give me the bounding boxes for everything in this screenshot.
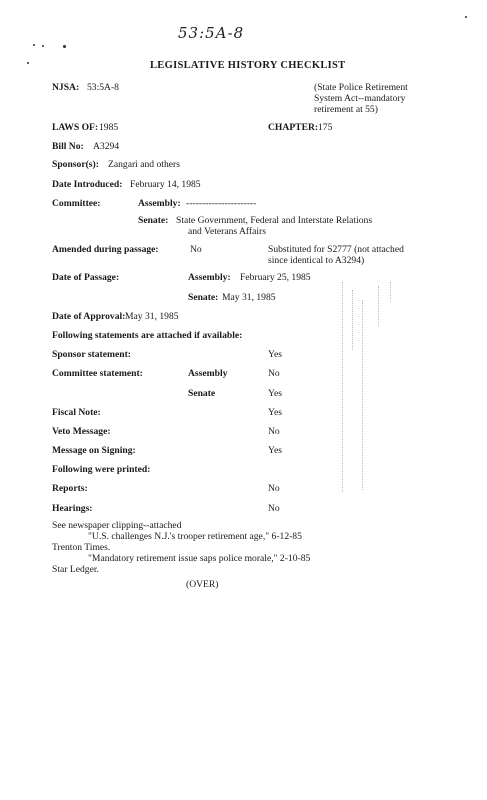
reports-value: No [268, 483, 280, 494]
sponsor-statement-label: Sponsor statement: [52, 349, 131, 360]
passage-assembly-value: February 25, 1985 [240, 272, 311, 283]
printed-heading: Following were printed: [52, 464, 151, 475]
over-note: (OVER) [186, 579, 219, 590]
date-introduced-label: Date Introduced: [52, 179, 123, 190]
page-title: LEGISLATIVE HISTORY CHECKLIST [150, 60, 346, 71]
committee-senate-value-1: State Government, Federal and Interstate Relations [176, 215, 373, 226]
date-introduced-value: February 14, 1985 [130, 179, 201, 190]
committee-assembly-value: ---------------------- [186, 198, 257, 209]
statements-heading: Following statements are attached if available: [52, 330, 243, 341]
passage-label: Date of Passage: [52, 272, 120, 283]
hearings-value: No [268, 503, 280, 514]
approval-value: May 31, 1985 [125, 311, 179, 322]
bleed-through-noise [390, 282, 391, 302]
bleed-through-noise [362, 300, 363, 490]
clippings-intro: See newspaper clipping--attached [52, 520, 182, 531]
message-on-signing-label: Message on Signing: [52, 445, 136, 456]
bill-no-value: A3294 [93, 141, 120, 152]
chapter-label: CHAPTER: [268, 122, 319, 133]
passage-senate-value: May 31, 1985 [222, 292, 276, 303]
fiscal-note-value: Yes [268, 407, 282, 418]
amended-label: Amended during passage: [52, 244, 159, 255]
sponsor-statement-value: Yes [268, 349, 282, 360]
approval-label: Date of Approval: [52, 311, 126, 322]
clipping-1-source: Trenton Times. [52, 542, 111, 553]
bleed-through-noise [342, 282, 343, 492]
njsa-value: 53:5A-8 [87, 82, 119, 93]
bleed-through-noise [378, 286, 379, 326]
act-note-line-1: (State Police Retirement [314, 82, 408, 93]
passage-senate-label: Senate: [188, 292, 219, 303]
clipping-2-source: Star Ledger. [52, 564, 99, 575]
laws-of-value: 1985 [99, 122, 119, 133]
committee-statement-senate-value: Yes [268, 388, 282, 399]
reports-label: Reports: [52, 483, 88, 494]
committee-senate-label: Senate: [138, 215, 169, 226]
committee-label: Committee: [52, 198, 101, 209]
hearings-label: Hearings: [52, 503, 93, 514]
scan-speck [42, 45, 44, 47]
scan-speck [27, 62, 29, 64]
substituted-note-2: since identical to A3294) [268, 255, 365, 266]
sponsors-value: Zangari and others [108, 159, 180, 170]
clipping-2-title: "Mandatory retirement issue saps police morale," 2-10-85 [88, 553, 311, 564]
substituted-note-1: Substituted for S2777 (not attached [268, 244, 404, 255]
bleed-through-noise [352, 290, 353, 350]
committee-senate-value-2: and Veterans Affairs [188, 226, 266, 237]
committee-statement-label: Committee statement: [52, 368, 143, 379]
message-on-signing-value: Yes [268, 445, 282, 456]
bill-no-label: Bill No: [52, 141, 84, 152]
scan-speck [63, 45, 66, 48]
act-note-line-3: retirement at 55) [314, 104, 378, 115]
njsa-label: NJSA: [52, 82, 80, 93]
passage-assembly-label: Assembly: [188, 272, 231, 283]
veto-message-value: No [268, 426, 280, 437]
veto-message-label: Veto Message: [52, 426, 111, 437]
committee-statement-assembly-label: Assembly [188, 368, 228, 379]
scan-speck [465, 16, 467, 18]
amended-value: No [190, 244, 202, 255]
committee-statement-senate-label: Senate [188, 388, 216, 399]
laws-of-label: LAWS OF: [52, 122, 99, 133]
sponsors-label: Sponsor(s): [52, 159, 99, 170]
act-note-line-2: System Act--mandatory [314, 93, 406, 104]
committee-assembly-label: Assembly: [138, 198, 181, 209]
clipping-1-title: "U.S. challenges N.J.'s trooper retirement age," 6-12-85 [88, 531, 302, 542]
committee-statement-assembly-value: No [268, 368, 280, 379]
chapter-value: 175 [318, 122, 333, 133]
scan-speck [33, 44, 35, 46]
fiscal-note-label: Fiscal Note: [52, 407, 101, 418]
handwritten-number: 53:5A-8 [178, 24, 245, 42]
